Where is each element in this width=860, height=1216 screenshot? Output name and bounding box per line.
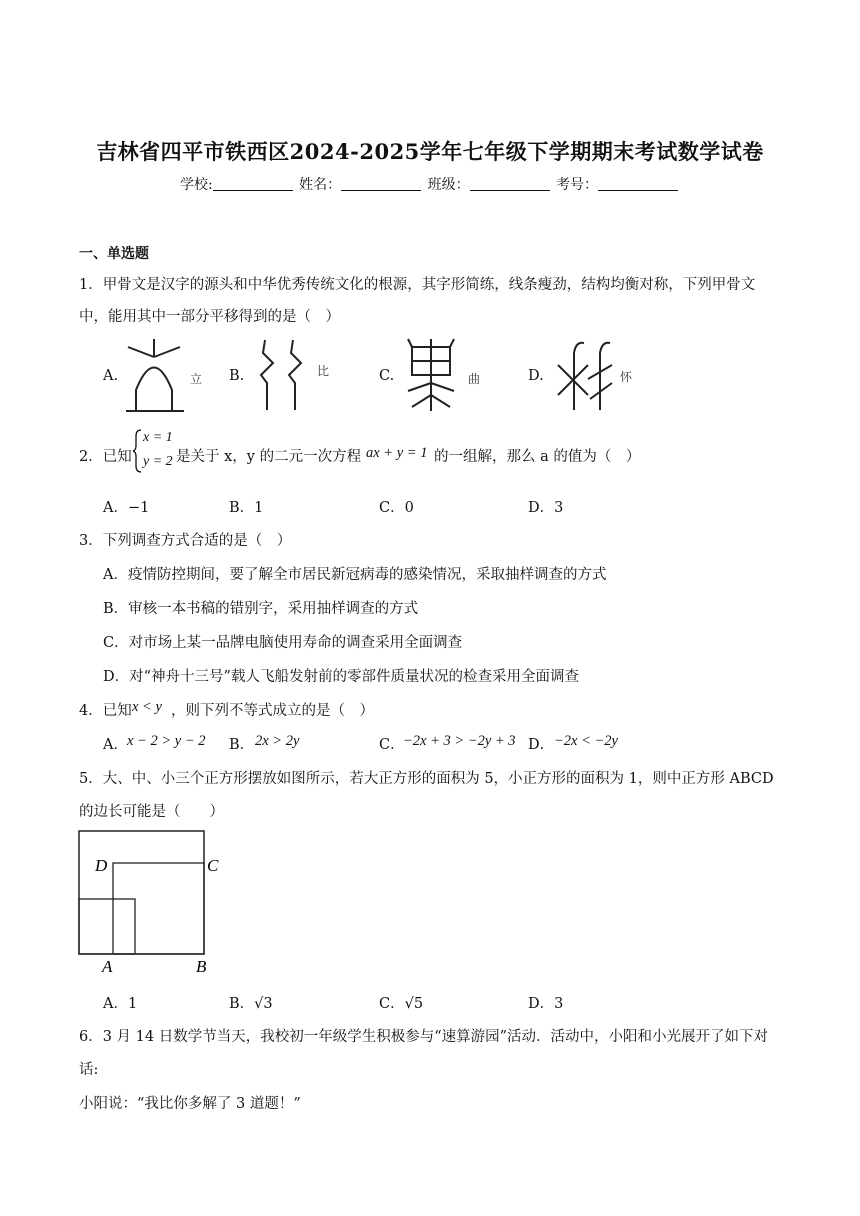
oracle-char-li: [120, 335, 215, 415]
section-heading: 一、单选题: [79, 246, 149, 262]
q3-option-a: A．疫情防控期间，要了解全市居民新冠病毒的感染情况，采取抽样调查的方式: [103, 567, 607, 583]
q5-option-a: A．1: [103, 996, 138, 1012]
q6-stem-line1: 6．3 月 14 日数学节当天，我校初一年级学生积极参与“速算游园”活动．活动中，小阳和小光展开了如下对: [79, 1029, 769, 1045]
label-d: D: [95, 856, 108, 875]
class-blank: [470, 176, 550, 191]
label-b: B: [196, 957, 207, 976]
q4-option-c-expr: −2x + 3 > −2y + 3: [403, 733, 516, 749]
q4-option-b-label: B．: [229, 737, 255, 753]
q5-stem-line1: 5．大、中、小三个正方形摆放如图所示，若大正方形的面积为 5，小正方形的面积为 1，则中正方形 ABCD: [79, 771, 774, 787]
label-a: A: [102, 957, 113, 976]
q3-stem: 3．下列调查方式合适的是（ ）: [79, 533, 292, 549]
q2-option-c: C．0: [379, 500, 414, 516]
q4-option-d-expr: −2x < −2y: [554, 733, 618, 749]
q4-option-c-label: C．: [379, 737, 405, 753]
q1-option-a-label: A.: [103, 368, 119, 384]
q2-system-eq2: y = 2: [143, 454, 173, 469]
q2-middle-text: 是关于 x，y 的二元一次方程: [176, 449, 362, 465]
q2-equation: ax + y = 1: [366, 445, 428, 461]
student-info-line: [0, 174, 860, 194]
q5-option-b: B．√3: [229, 996, 273, 1012]
q1-option-b-label: B.: [229, 368, 245, 384]
large-square: [79, 831, 204, 954]
q5-option-c: C．√5: [379, 996, 424, 1012]
q3-option-b: B．审核一本书稿的错别字，采用抽样调查的方式: [103, 601, 419, 617]
oracle-char-huai: [550, 335, 645, 415]
name-label: 姓名：: [299, 177, 342, 193]
q3-option-d: D．对“神舟十三号”载人飞船发射前的零部件质量状况的检查采用全面调查: [103, 669, 579, 685]
exam-no-blank: [598, 176, 678, 191]
q5-option-d: D．3: [528, 996, 564, 1012]
q6-stem-line2: 话:: [79, 1062, 99, 1078]
q5-stem-line2: 的边长可能是（ ）: [79, 804, 224, 820]
label-c: C: [207, 856, 219, 875]
exam-no-label: 考号：: [556, 177, 599, 193]
q1-char-a: 立: [190, 372, 203, 386]
name-blank: [341, 176, 421, 191]
q4-option-a-label: A．: [103, 737, 128, 753]
q4-suffix: ，则下列不等式成立的是（ ）: [171, 703, 374, 719]
q1-char-b: 比: [317, 364, 330, 378]
q1-stem-line1: 1．甲骨文是汉字的源头和中华优秀传统文化的根源，其字形简练，线条瘦劲，结构均衡对称，下列甲骨文: [79, 277, 756, 293]
q4-option-d-label: D．: [528, 737, 555, 753]
q2-prefix: 2．已知: [79, 449, 132, 465]
q2-option-d: D．3: [528, 500, 564, 516]
q2-option-a: A．−1: [103, 500, 150, 516]
small-square: [79, 899, 135, 954]
school-blank: [213, 176, 293, 191]
q1-option-c-label: C.: [379, 368, 395, 384]
q2-system-eq1: x = 1: [143, 430, 173, 445]
q3-option-c: C．对市场上某一品牌电脑使用寿命的调查采用全面调查: [103, 635, 463, 651]
school-label: 学校:: [179, 177, 213, 193]
q1-char-c: 曲: [468, 372, 481, 386]
oracle-char-qu: [398, 335, 493, 415]
q1-option-d-label: D.: [528, 368, 544, 384]
q4-condition: x < y: [132, 699, 162, 715]
middle-square-abcd: [113, 863, 204, 954]
q5-squares-figure: [70, 826, 230, 978]
q4-prefix: 4．已知: [79, 703, 132, 719]
q6-dialogue-line: 小阳说：“我比你多解了 3 道题！”: [79, 1096, 301, 1112]
oracle-char-bi: [245, 335, 340, 415]
q1-char-d: 怀: [620, 370, 633, 384]
q2-suffix: 的一组解，那么 a 的值为（ ）: [434, 449, 641, 465]
q2-option-b: B．1: [229, 500, 264, 516]
q4-option-b-expr: 2x > 2y: [255, 733, 300, 749]
class-label: 班级：: [427, 177, 470, 193]
q1-stem-line2: 中，能用其中一部分平移得到的是（ ）: [79, 309, 340, 325]
exam-title: 吉林省四平市铁西区2024-2025学年七年级下学期期末考试数学试卷: [96, 139, 764, 164]
q4-option-a-expr: x − 2 > y − 2: [127, 733, 206, 749]
